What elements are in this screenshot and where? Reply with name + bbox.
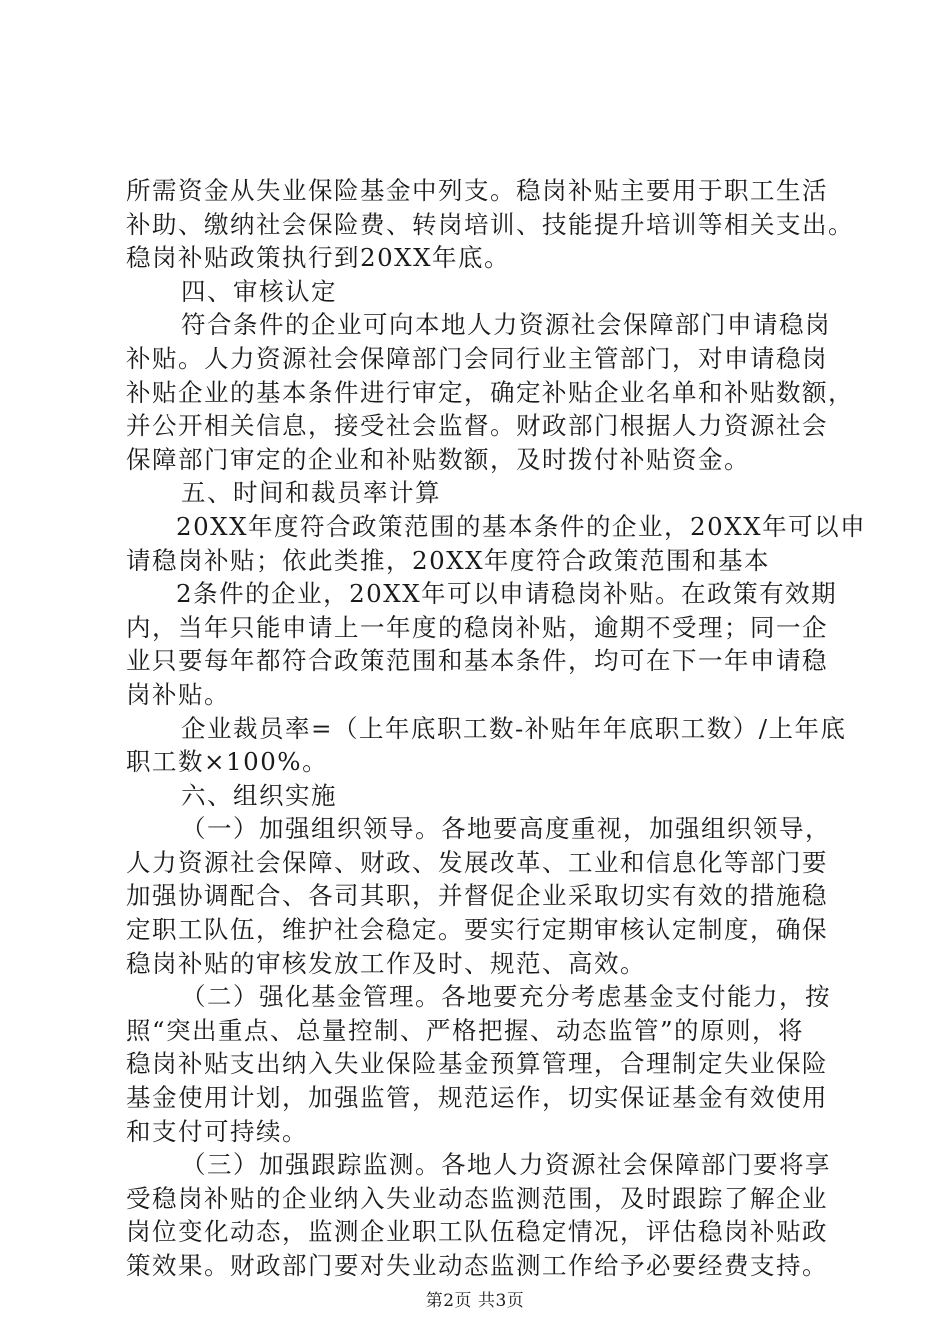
paragraph-first-line: 符合条件的企业可向本地人力资源社会保障部门申请稳岗 [181, 310, 831, 340]
paragraph-first-line: （一）加强组织领导。各地要高度重视，加强组织领导， [181, 814, 831, 844]
body-line: 受稳岗补贴的企业纳入失业动态监测范围，及时跟踪了解企业 [126, 1183, 828, 1213]
body-line: 稳岗补贴支出纳入失业保险基金预算管理，合理制定失业保险 [126, 1049, 828, 1079]
body-line: 保障部门审定的企业和补贴数额，及时拨付补贴资金。 [126, 444, 750, 474]
body-line: 基金使用计划，加强监管，规范运作，切实保证基金有效使用 [126, 1083, 828, 1113]
section-heading: 六、组织实施 [181, 780, 337, 810]
body-line: 岗位变化动态，监测企业职工队伍稳定情况，评估稳岗补贴政 [126, 1217, 828, 1247]
section-heading: 四、审核认定 [181, 276, 337, 306]
body-line: 岗补贴。 [126, 679, 230, 709]
paragraph-first-line: （三）加强跟踪监测。各地人力资源社会保障部门要将享 [181, 1150, 831, 1180]
body-line: 稳岗补贴的审核发放工作及时、规范、高效。 [126, 948, 646, 978]
page-number-footer: 第2页 共3页 [425, 1291, 525, 1311]
body-line: 人力资源社会保障、财政、发展改革、工业和信息化等部门要 [126, 847, 828, 877]
body-line: 所需资金从失业保险基金中列支。稳岗补贴主要用于职工生活 [126, 176, 828, 205]
body-line: 稳岗补贴政策执行到20XX年底。 [126, 243, 511, 273]
body-line: 补助、缴纳社会保险费、转岗培训、技能提升培训等相关支出。 [126, 209, 854, 239]
formula-line: 企业裁员率=（上年底职工数-补贴年年底职工数）/上年底 [181, 713, 847, 743]
paragraph-first-line: 2条件的企业，20XX年可以申请稳岗补贴。在政策有效期 [176, 579, 838, 609]
body-line: 请稳岗补贴；依此类推，20XX年度符合政策范围和基本 [126, 545, 771, 575]
body-line: 策效果。财政部门要对失业动态监测工作给予必要经费支持。 [126, 1251, 828, 1280]
document-body [126, 174, 867, 1283]
section-heading: 五、时间和裁员率计算 [181, 478, 441, 508]
body-line: 和支付可持续。 [126, 1116, 308, 1146]
paragraph-first-line: （二）强化基金管理。各地要充分考虑基金支付能力，按 [181, 982, 831, 1012]
body-line: 内，当年只能申请上一年度的稳岗补贴，逾期不受理；同一企 [126, 612, 828, 642]
body-line: 补贴。人力资源社会保障部门会同行业主管部门，对申请稳岗 [126, 343, 828, 373]
paragraph-first-line: 20XX年度符合政策范围的基本条件的企业，20XX年可以申 [176, 511, 867, 541]
body-line: 补贴企业的基本条件进行审定，确定补贴企业名单和补贴数额， [126, 377, 854, 407]
body-line: 照“突出重点、总量控制、严格把握、动态监管”的原则，将 [126, 1015, 805, 1045]
body-line: 定职工队伍，维护社会稳定。要实行定期审核认定制度，确保 [126, 915, 828, 945]
body-line: 加强协调配合、各司其职，并督促企业采取切实有效的措施稳 [126, 881, 828, 911]
body-line: 并公开相关信息，接受社会监督。财政部门根据人力资源社会 [126, 411, 828, 441]
body-line: 职工数×100%。 [126, 747, 329, 777]
body-line: 业只要每年都符合政策范围和基本条件，均可在下一年申请稳 [126, 646, 828, 676]
